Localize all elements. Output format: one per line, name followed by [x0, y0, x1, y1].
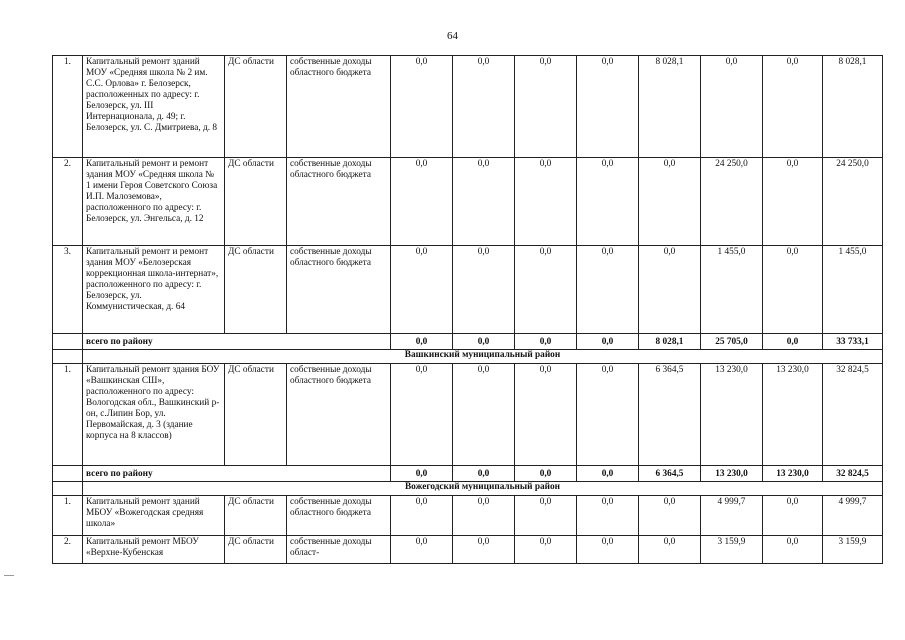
- value-cell: 0,0: [639, 496, 701, 536]
- district-header-row: [53, 350, 883, 364]
- value-cell: 0,0: [763, 496, 823, 536]
- row-number: 2.: [53, 158, 83, 246]
- responsible-body: ДС области: [225, 246, 287, 334]
- value-cell: 0,0: [577, 364, 639, 466]
- budget-table: [52, 55, 883, 564]
- table-row: [53, 158, 883, 246]
- row-number: 2.: [53, 536, 83, 564]
- value-cell: 0,0: [391, 56, 453, 158]
- district-header-row: [53, 482, 883, 496]
- object-name: Капитальный ремонт здания БОУ «Вашкинская СШ», расположенного по адресу: Вологодская обл., Вашкинский р-он, с.Липин Бор, ул. Первомайская, д. 3 (здание корпуса на 8 классов): [83, 364, 225, 466]
- total-label: всего по району: [83, 334, 391, 350]
- value-cell: 0,0: [701, 56, 763, 158]
- value-cell: 0,0: [515, 158, 577, 246]
- value-cell: 0,0: [639, 246, 701, 334]
- district-title: Вожегодский муниципальный район: [83, 482, 883, 496]
- value-cell: 24 250,0: [823, 158, 883, 246]
- value-cell: 0,0: [453, 364, 515, 466]
- total-label: всего по району: [83, 466, 391, 482]
- value-cell: 0,0: [639, 536, 701, 564]
- object-name: Капитальный ремонт зданий МБОУ «Вожегодская средняя школа»: [83, 496, 225, 536]
- funding-source: собственные доходы областного бюджета: [287, 496, 391, 536]
- total-value: 33 733,1: [823, 334, 883, 350]
- value-cell: 0,0: [763, 536, 823, 564]
- object-name: Капитальный ремонт и ремонт здания МОУ «Средняя школа № 1 имени Героя Советского Союза И.П. Малоземова», расположенного по адресу: г. Белозерск, ул. Энгельса, д. 12: [83, 158, 225, 246]
- value-cell: 0,0: [453, 496, 515, 536]
- value-cell: 0,0: [763, 56, 823, 158]
- value-cell: 0,0: [763, 246, 823, 334]
- value-cell: 0,0: [391, 158, 453, 246]
- total-value: 0,0: [515, 466, 577, 482]
- value-cell: 0,0: [577, 496, 639, 536]
- value-cell: 0,0: [453, 56, 515, 158]
- total-value: 0,0: [391, 466, 453, 482]
- responsible-body: ДС области: [225, 496, 287, 536]
- funding-source: собственные доходы областного бюджета: [287, 56, 391, 158]
- value-cell: 0,0: [515, 246, 577, 334]
- district-total-row: [53, 334, 883, 350]
- object-name: Капитальный ремонт и ремонт здания МОУ «Белозерская коррекционная школа-интернат», расположенного по адресу: г. Белозерск, ул. Коммунистическая, д. 64: [83, 246, 225, 334]
- total-value: 0,0: [391, 334, 453, 350]
- district-title: Вашкинский муниципальный район: [83, 350, 883, 364]
- total-value: 6 364,5: [639, 466, 701, 482]
- table-row: [53, 56, 883, 158]
- district-total-row: [53, 466, 883, 482]
- responsible-body: ДС области: [225, 364, 287, 466]
- funding-source: собственные доходы областного бюджета: [287, 246, 391, 334]
- page-number: 64: [447, 30, 458, 42]
- value-cell: 0,0: [577, 246, 639, 334]
- row-number: 1.: [53, 56, 83, 158]
- value-cell: 0,0: [515, 364, 577, 466]
- value-cell: 0,0: [453, 158, 515, 246]
- funding-source: собственные доходы област-: [287, 536, 391, 564]
- value-cell: 0,0: [453, 246, 515, 334]
- table-row: [53, 364, 883, 466]
- margin-mark: [4, 575, 14, 576]
- value-cell: 0,0: [391, 246, 453, 334]
- value-cell: 0,0: [515, 496, 577, 536]
- value-cell: 13 230,0: [701, 364, 763, 466]
- total-value: 32 824,5: [823, 466, 883, 482]
- value-cell: 0,0: [515, 56, 577, 158]
- total-value: 8 028,1: [639, 334, 701, 350]
- value-cell: 0,0: [391, 496, 453, 536]
- object-name: Капитальный ремонт зданий МОУ «Средняя школа № 2 им. С.С. Орлова» г. Белозерск, расположенных по адресу: г. Белозерск, ул. III Интернационала, д. 49; г. Белозерск, ул. С. Дмитриева, д. 8: [83, 56, 225, 158]
- value-cell: 4 999,7: [701, 496, 763, 536]
- row-number: 1.: [53, 364, 83, 466]
- value-cell: 13 230,0: [763, 364, 823, 466]
- funding-source: собственные доходы областного бюджета: [287, 158, 391, 246]
- value-cell: 1 455,0: [823, 246, 883, 334]
- total-value: 0,0: [577, 466, 639, 482]
- value-cell: 0,0: [577, 536, 639, 564]
- value-cell: 0,0: [391, 364, 453, 466]
- value-cell: 0,0: [515, 536, 577, 564]
- empty-cell: [53, 466, 83, 482]
- total-value: 13 230,0: [763, 466, 823, 482]
- total-value: 0,0: [453, 466, 515, 482]
- row-number: 3.: [53, 246, 83, 334]
- responsible-body: ДС области: [225, 158, 287, 246]
- funding-source: собственные доходы областного бюджета: [287, 364, 391, 466]
- value-cell: 0,0: [639, 158, 701, 246]
- total-value: 13 230,0: [701, 466, 763, 482]
- total-value: 0,0: [763, 334, 823, 350]
- value-cell: 8 028,1: [639, 56, 701, 158]
- value-cell: 24 250,0: [701, 158, 763, 246]
- value-cell: 0,0: [391, 536, 453, 564]
- total-value: 0,0: [453, 334, 515, 350]
- empty-cell: [53, 334, 83, 350]
- total-value: 0,0: [577, 334, 639, 350]
- value-cell: 6 364,5: [639, 364, 701, 466]
- row-number: 1.: [53, 496, 83, 536]
- table-row: [53, 496, 883, 536]
- empty-cell: [53, 482, 83, 496]
- value-cell: 3 159,9: [823, 536, 883, 564]
- value-cell: 0,0: [577, 56, 639, 158]
- total-value: 0,0: [515, 334, 577, 350]
- value-cell: 3 159,9: [701, 536, 763, 564]
- value-cell: 0,0: [453, 536, 515, 564]
- empty-cell: [53, 350, 83, 364]
- object-name: Капитальный ремонт МБОУ «Верхне-Кубенская: [83, 536, 225, 564]
- responsible-body: ДС области: [225, 56, 287, 158]
- value-cell: 4 999,7: [823, 496, 883, 536]
- responsible-body: ДС области: [225, 536, 287, 564]
- total-value: 25 705,0: [701, 334, 763, 350]
- value-cell: 0,0: [577, 158, 639, 246]
- table-row: [53, 536, 883, 564]
- value-cell: 0,0: [763, 158, 823, 246]
- value-cell: 32 824,5: [823, 364, 883, 466]
- value-cell: 1 455,0: [701, 246, 763, 334]
- table-row: [53, 246, 883, 334]
- value-cell: 8 028,1: [823, 56, 883, 158]
